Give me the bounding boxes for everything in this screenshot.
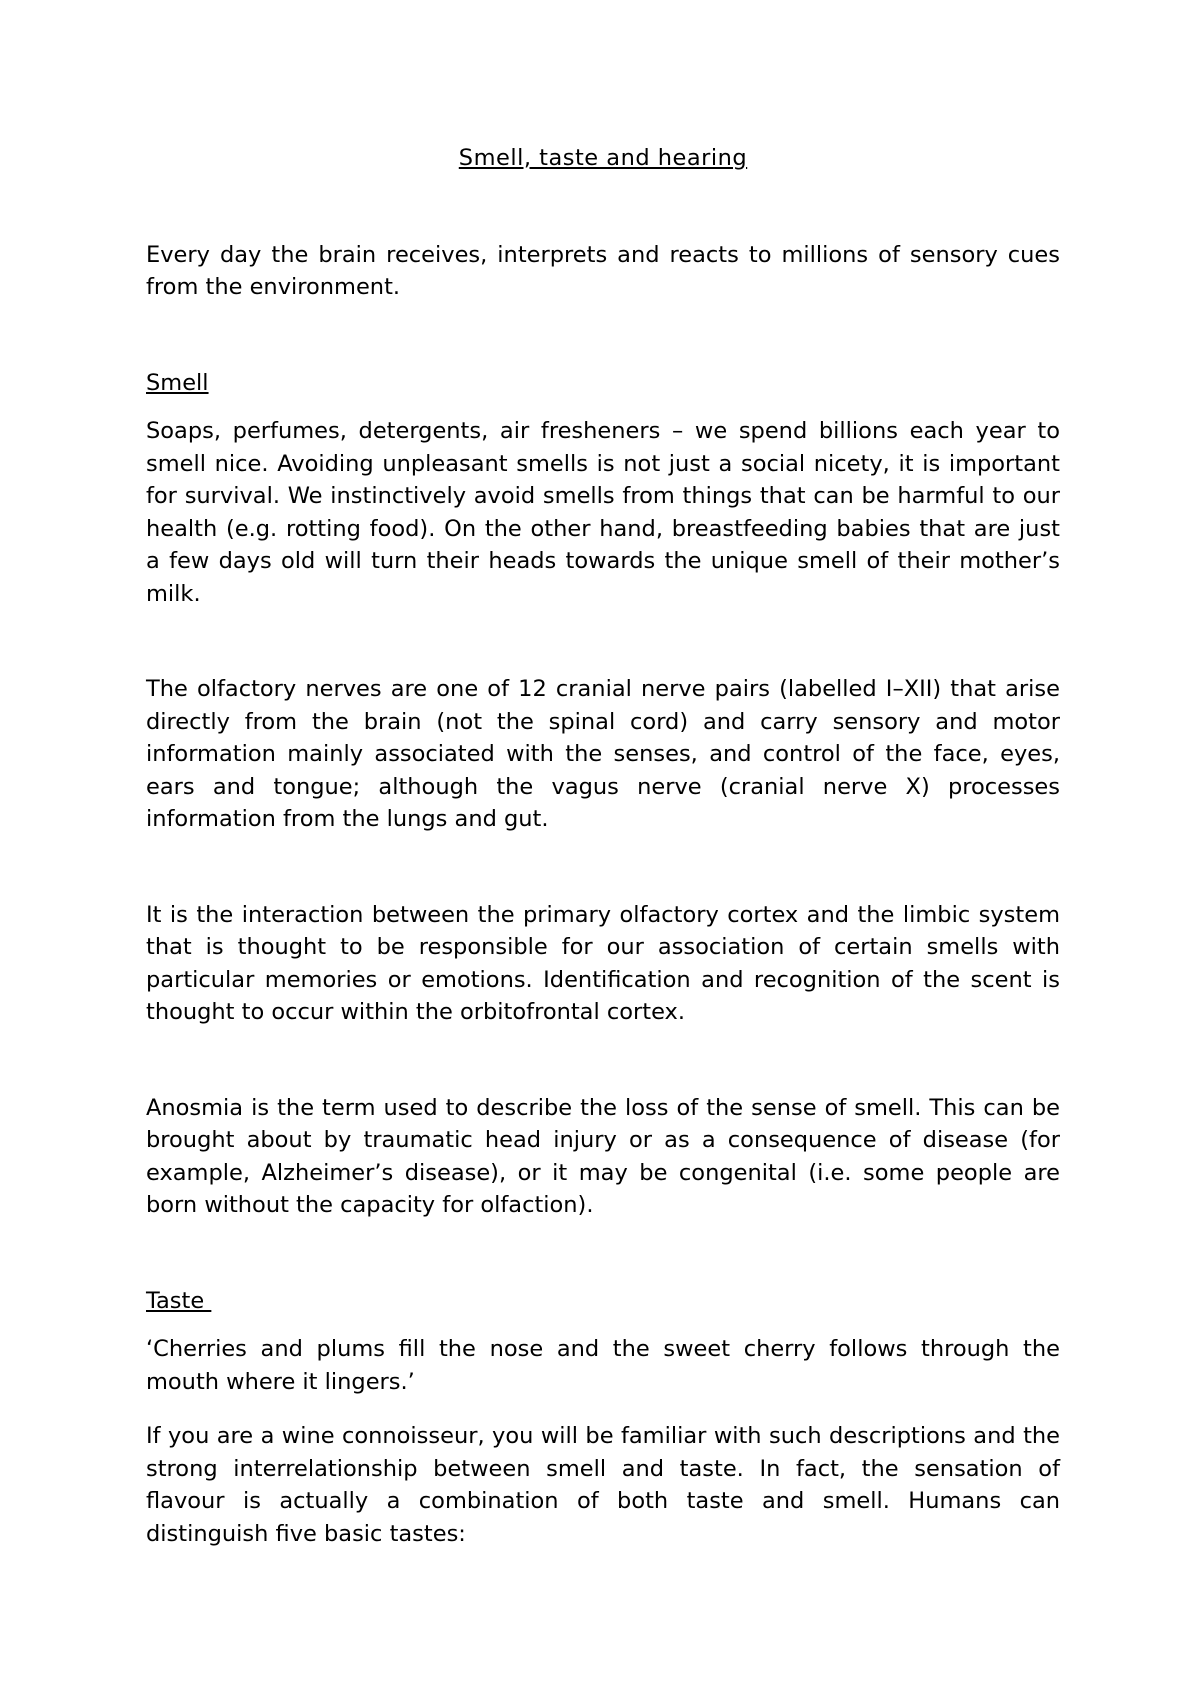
section-heading-smell: Smell <box>146 369 209 396</box>
spacer <box>146 399 1060 415</box>
taste-quote: ‘Cherries and plums fill the nose and the sweet cherry follows through the mouth where it lingers.’ <box>146 1336 1060 1395</box>
document-body <box>146 142 1060 1550</box>
taste-paragraph: If you are a wine connoisseur, you will be familiar with such descriptions and the strong interrelationship between smell and taste. In fact, the sensation of flavour is actually a combination of both taste and smell. Humans can distinguish five basic tastes: <box>146 1423 1060 1547</box>
intro-paragraph: Every day the brain receives, interprets and reacts to millions of sensory cues from the environment. <box>146 241 1060 300</box>
spacer <box>146 836 1060 899</box>
section-heading-taste: Taste <box>146 1287 212 1314</box>
smell-paragraph-4: Anosmia is the term used to describe the loss of the sense of smell. This can be brought about by traumatic head injury or as a consequence of disease (for example, Alzheimer’s disease), or it may be congenital (i.e. some people are born without the capacity for olfaction). <box>146 1094 1060 1218</box>
smell-paragraph-2: The olfactory nerves are one of 12 cranial nerve pairs (labelled I–XII) that arise directly from the brain (not the spinal cord) and carry sensory and motor information mainly associated with the senses, and control of the face, eyes, ears and tongue; although the vagus nerve (cranial nerve X) processes information from the lungs and gut. <box>146 676 1060 832</box>
spacer <box>146 1029 1060 1092</box>
spacer <box>146 1398 1060 1420</box>
smell-paragraph-3: It is the interaction between the primary olfactory cortex and the limbic system that is thought to be responsible for our association of certain smells with particular memories or emotions. Identification and recognition of the scent is thought to occur within the orbitofrontal cortex. <box>146 901 1060 1025</box>
smell-paragraph-1: Soaps, perfumes, detergents, air fresheners – we spend billions each year to smell nice. Avoiding unpleasant smells is not just a social nicety, it is important for survival. We instinctively avoid smells from things that can be harmful to our health (e.g. rotting food). On the other hand, breastfeeding babies that are just a few days old will turn their heads towards the unique smell of their mother’s milk. <box>146 418 1060 607</box>
spacer <box>146 175 1060 239</box>
spacer <box>146 1317 1060 1333</box>
spacer <box>146 610 1060 673</box>
page-title: Smell, taste and hearing <box>458 145 748 171</box>
spacer <box>146 304 1060 367</box>
spacer <box>146 1222 1060 1285</box>
